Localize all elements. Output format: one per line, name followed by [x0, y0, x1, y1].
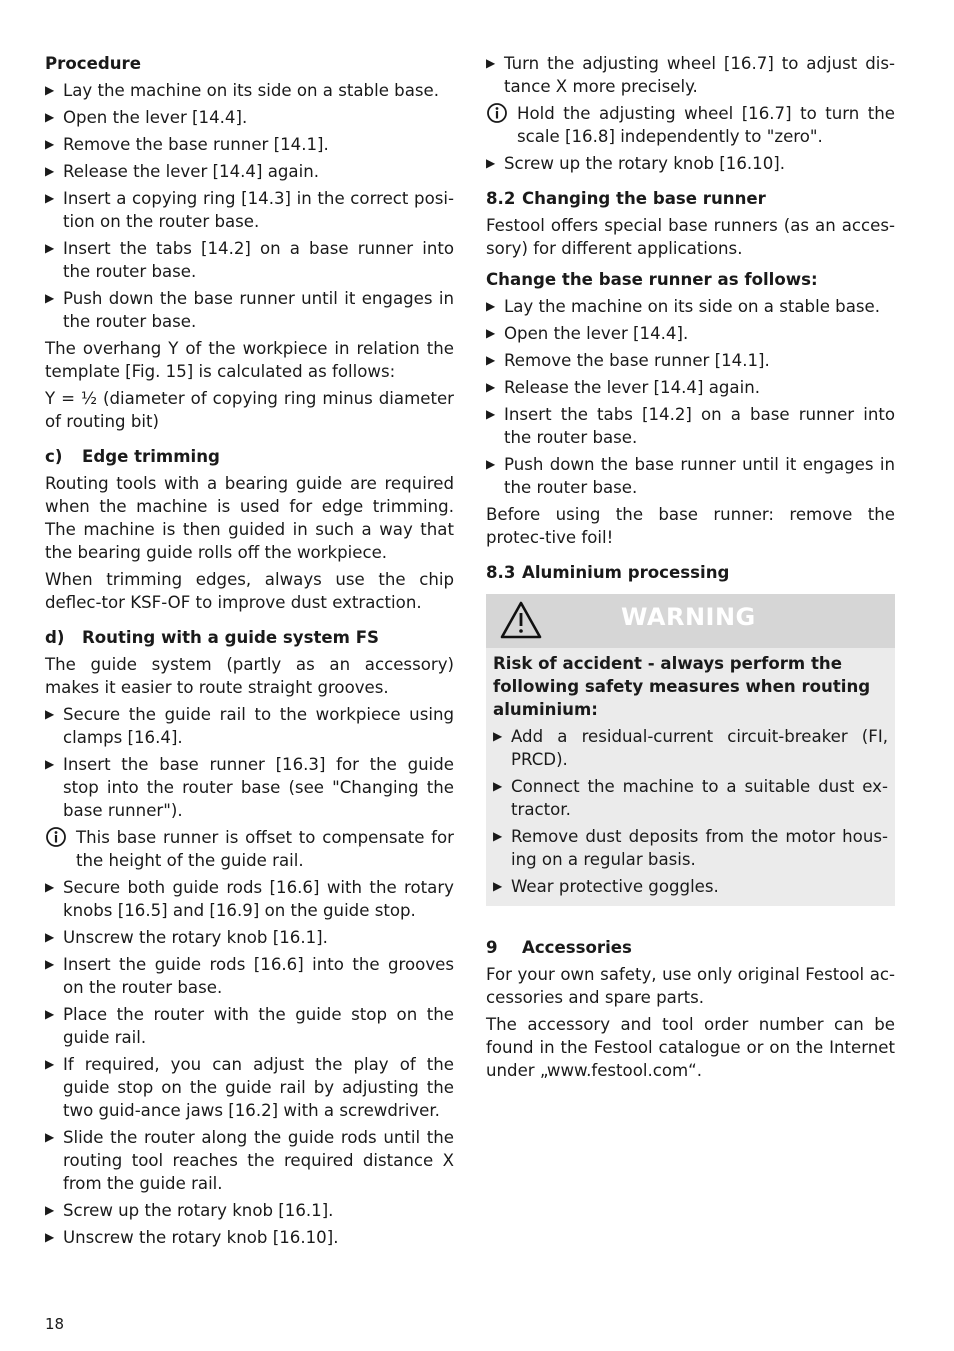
section-8-2-heading	[486, 187, 895, 210]
info-circle-icon	[45, 826, 76, 872]
bullet-triangle-icon: ▶	[486, 457, 496, 471]
list-item: ▶ Release the lever [14.4] again.	[486, 378, 761, 397]
warning-lead: Risk of accident - always perform the following safety measures when routing aluminium:	[493, 654, 871, 719]
list-item: ▶ Remove the base runner [14.1].	[45, 135, 329, 154]
warning-title: WARNING	[621, 603, 756, 631]
warning-header	[486, 594, 895, 648]
overhang-text: The overhang Y of the workpiece in relation the template [Fig. 15] is calculated as follows:	[45, 339, 454, 381]
list-item: ▶ Open the lever [14.4].	[486, 324, 689, 343]
bullet-triangle-icon: ▶	[45, 110, 55, 124]
section-8-2-subheading: Change the base runner as follows:	[486, 270, 818, 289]
list-item: ▶ Secure the guide rail to the workpiece using clamps [16.4].	[45, 705, 454, 747]
section-number: d)	[45, 628, 65, 647]
list-item: ▶ Push down the base runner until it engages in the router base.	[486, 455, 895, 497]
bullet-triangle-icon: ▶	[45, 707, 55, 721]
section-number: 8.2	[486, 189, 516, 208]
list-item: ▶ Wear protective goggles.	[493, 877, 719, 896]
section-number: c)	[45, 447, 63, 466]
list-item: ▶ Slide the router along the guide rods until the routing tool reaches the required distance X from the guide rail.	[45, 1128, 454, 1193]
list-item: ▶ Remove dust deposits from the motor hous-ing on a regular basis.	[493, 827, 888, 869]
list-item: ▶ Push down the base runner until it engages in the router base.	[45, 289, 454, 331]
list-item: ▶ Insert the tabs [14.2] on a base runner into the router base.	[486, 405, 895, 447]
bullet-triangle-icon: ▶	[45, 757, 55, 771]
bullet-triangle-icon: ▶	[493, 879, 503, 893]
bullet-triangle-icon: ▶	[45, 191, 55, 205]
info-note: This base runner is offset to compensate for the height of the guide rail.	[45, 826, 454, 872]
bullet-triangle-icon: ▶	[486, 380, 496, 394]
list-item: ▶ Place the router with the guide stop on the guide rail.	[45, 1005, 454, 1047]
bullet-triangle-icon: ▶	[45, 241, 55, 255]
formula-text: Y = ½ (diameter of copying ring minus diameter of routing bit)	[45, 389, 454, 431]
bullet-triangle-icon: ▶	[486, 353, 496, 367]
list-item: ▶ Turn the adjusting wheel [16.7] to adjust dis-tance X more precisely.	[486, 54, 895, 96]
section-8-3-heading	[486, 561, 895, 584]
list-item: ▶ Lay the machine on its side on a stable base.	[486, 297, 881, 316]
section-8-2-foil-note: Before using the base runner: remove the protec-tive foil!	[486, 505, 895, 547]
list-item: ▶ Insert a copying ring [14.3] in the correct posi-tion on the router base.	[45, 189, 454, 231]
edge-trimming-heading	[45, 445, 454, 468]
list-item: ▶ Insert the base runner [16.3] for the guide stop into the router base (see "Changing the base runner").	[45, 755, 454, 820]
list-item: ▶ Release the lever [14.4] again.	[45, 162, 320, 181]
section-8-2-intro: Festool offers special base runners (as an acces-sory) for different applications.	[486, 216, 895, 258]
list-item: ▶ Connect the machine to a suitable dust ex-tractor.	[493, 777, 888, 819]
section-9-heading	[486, 936, 895, 959]
edge-paragraph-2: When trimming edges, always use the chip deflec-tor KSF-OF to improve dust extraction.	[45, 570, 454, 612]
guide-system-heading	[45, 626, 454, 649]
bullet-triangle-icon: ▶	[45, 880, 55, 894]
guide-intro: The guide system (partly as an accessory) makes it easier to route straight grooves.	[45, 655, 454, 697]
list-item: ▶ Insert the guide rods [16.6] into the grooves on the router base.	[45, 955, 454, 997]
list-item: ▶ Secure both guide rods [16.6] with the rotary knobs [16.5] and [16.9] on the guide stop.	[45, 878, 454, 920]
section-title: Edge trimming	[82, 447, 220, 466]
section-title: Changing the base runner	[522, 189, 766, 208]
list-item: ▶ Add a residual-current circuit-breaker (FI, PRCD).	[493, 727, 888, 769]
warning-body	[486, 648, 895, 898]
section-number: 8.3	[486, 563, 516, 582]
right-column	[486, 52, 895, 1086]
list-item: ▶ Lay the machine on its side on a stable base.	[45, 81, 440, 100]
bullet-triangle-icon: ▶	[493, 829, 503, 843]
list-item: ▶ Remove the base runner [14.1].	[486, 351, 770, 370]
bullet-triangle-icon: ▶	[486, 299, 496, 313]
info-note: Hold the adjusting wheel [16.7] to turn the scale [16.8] independently to "zero".	[486, 102, 895, 148]
bullet-triangle-icon: ▶	[493, 779, 503, 793]
bullet-triangle-icon: ▶	[45, 1230, 55, 1244]
bullet-triangle-icon: ▶	[45, 137, 55, 151]
section-number: 9	[486, 938, 498, 957]
list-item: ▶ Screw up the rotary knob [16.1].	[45, 1201, 334, 1220]
section-title: Aluminium processing	[522, 563, 730, 582]
bullet-triangle-icon: ▶	[486, 156, 496, 170]
list-item: ▶ Screw up the rotary knob [16.10].	[486, 154, 786, 173]
bullet-triangle-icon: ▶	[45, 957, 55, 971]
bullet-triangle-icon: ▶	[45, 1203, 55, 1217]
bullet-triangle-icon: ▶	[45, 930, 55, 944]
left-column	[45, 52, 454, 1253]
warning-box	[486, 594, 895, 906]
bullet-triangle-icon: ▶	[486, 56, 496, 70]
section-9-paragraph-2: The accessory and tool order number can be found in the Festool catalogue or on the Internet under „www.festool.com“.	[486, 1015, 895, 1080]
edge-paragraph-1: Routing tools with a bearing guide are required when the machine is used for edge trimming. The machine is then guided in such a way that the bearing guide rolls off the workpiece.	[45, 474, 454, 562]
section-title: Routing with a guide system FS	[82, 628, 379, 647]
bullet-triangle-icon: ▶	[486, 326, 496, 340]
bullet-triangle-icon: ▶	[45, 291, 55, 305]
bullet-triangle-icon: ▶	[45, 83, 55, 97]
bullet-triangle-icon: ▶	[45, 1007, 55, 1021]
bullet-triangle-icon: ▶	[45, 1057, 55, 1071]
list-item: ▶ Open the lever [14.4].	[45, 108, 248, 127]
list-item: ▶ Unscrew the rotary knob [16.1].	[45, 928, 328, 947]
list-item: ▶ Insert the tabs [14.2] on a base runner into the router base.	[45, 239, 454, 281]
procedure-heading: Procedure	[45, 54, 141, 73]
procedure-steps	[45, 79, 454, 333]
page-number: 18	[45, 1315, 65, 1333]
bullet-triangle-icon: ▶	[45, 1130, 55, 1144]
warning-triangle-icon	[499, 600, 543, 646]
bullet-triangle-icon: ▶	[493, 729, 503, 743]
info-circle-icon	[486, 102, 517, 148]
bullet-triangle-icon: ▶	[45, 164, 55, 178]
list-item: ▶ If required, you can adjust the play of the guide stop on the guide rail by adjusting the two guid-ance jaws [16.2] with a screwdriver.	[45, 1055, 454, 1120]
bullet-triangle-icon: ▶	[486, 407, 496, 421]
section-9-paragraph-1: For your own safety, use only original Festool ac-cessories and spare parts.	[486, 965, 895, 1007]
list-item: ▶ Unscrew the rotary knob [16.10].	[45, 1228, 339, 1247]
section-title: Accessories	[522, 938, 632, 957]
